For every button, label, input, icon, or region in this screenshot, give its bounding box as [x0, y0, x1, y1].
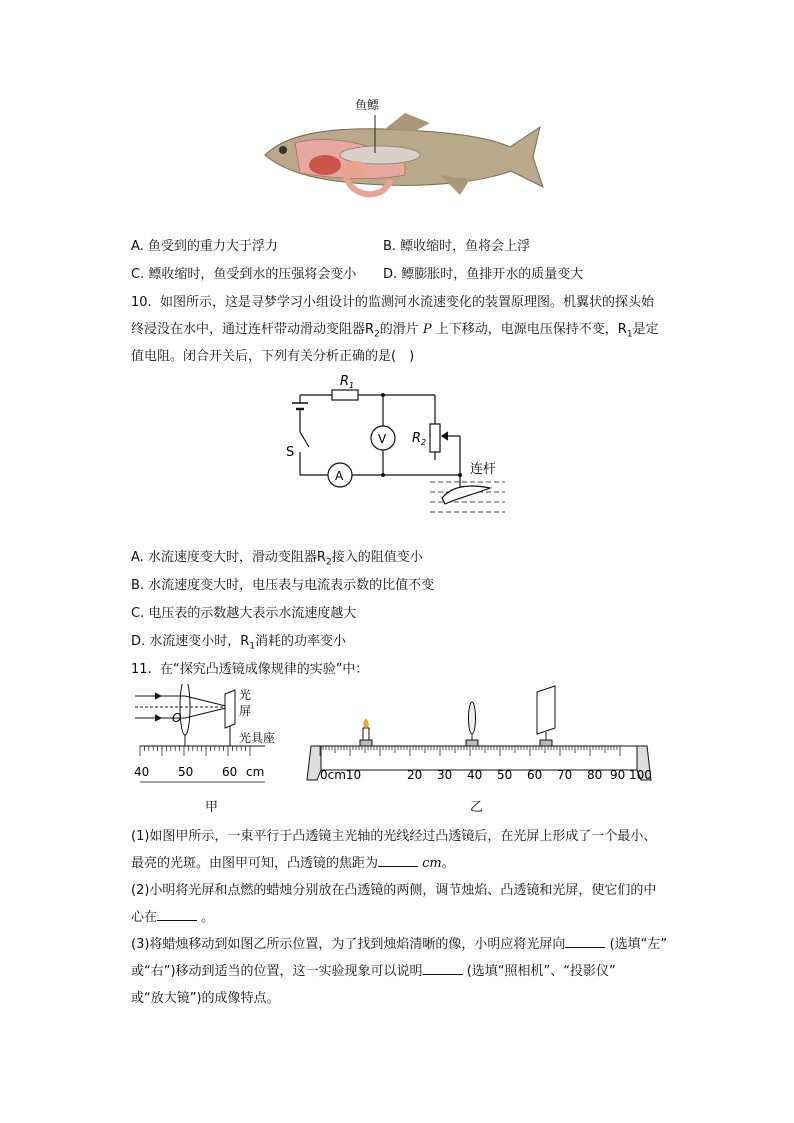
q9-option-d[interactable]: D. 鳔膨胀时，鱼排开水的质量变大 [383, 267, 584, 282]
q10-number: 10. [131, 295, 152, 310]
q10-option-a-text: A. 水流速度变大时，滑动变阻器R [131, 550, 326, 565]
q11-sub3-line1 [131, 933, 667, 952]
light-screen [225, 690, 235, 728]
screen-label-2: 屏 [239, 704, 252, 718]
q11-sub2-blank[interactable] [157, 908, 197, 921]
q10-option-d-text2: 消耗的功率变小 [255, 634, 347, 649]
q10-stem-text2d: 是定 [632, 322, 659, 337]
q11-sub3-line2 [131, 960, 616, 979]
q10-option-d-text: D. 水流速变小时，R [131, 634, 250, 649]
q11-sub3-text1b: (选填“左” [609, 937, 668, 952]
q11-sub1-line1: (1)如图甲所示，一束平行于凸透镜主光轴的光线经过凸透镜后，在光屏上形成了一个最小、 [131, 829, 657, 844]
q11-number: 11. [131, 662, 152, 677]
yi-tick-0: 0cm10 [320, 768, 362, 782]
q11-sub3-text2b: (选填“照相机”、“投影仪” [466, 964, 616, 979]
q10-option-b[interactable]: B. 水流速度变大时，电压表与电流表示数的比值不变 [131, 578, 435, 593]
q11-sub3-text1: (3)将蜡烛移动到如图乙所示位置，为了找到烛焰清晰的像，小明应将光屏向 [131, 937, 566, 952]
yi-tick-50: 50 [497, 768, 513, 782]
q11-sub3-blank1[interactable] [565, 935, 605, 948]
q11-sub3-blank2[interactable] [423, 962, 463, 975]
q11-sub1-end: 。 [441, 856, 455, 871]
jia-ruler-ticks [140, 746, 250, 756]
q11-sub1-line2 [131, 852, 455, 871]
fish-illustration [255, 95, 545, 210]
r2-rheostat [430, 424, 440, 452]
voltmeter-label: V [378, 432, 387, 446]
yi-tick-80: 80 [587, 768, 603, 782]
q11-sub2-line1: (2)小明将光屏和点燃的蜡烛分别放在凸透镜的两侧，调节烛焰、凸透镜和光屏，使它们的中 [131, 883, 657, 898]
q11-sub1-text: 最亮的光斑。由图甲可知，凸透镜的焦距为 [131, 856, 379, 871]
switch-lever [300, 432, 309, 447]
q9-option-a[interactable]: A. 鱼受到的重力大于浮力 [131, 239, 278, 254]
q10-stem-sub2: 1 [626, 329, 633, 340]
q9-option-c[interactable]: C. 鳔收缩时，鱼受到水的压强将会变小 [131, 267, 357, 282]
r2-label: $R_2$ [412, 431, 427, 447]
q9-option-b[interactable]: B. 鳔收缩时，鱼将会上浮 [383, 239, 531, 254]
jia-tick-50: 50 [178, 765, 194, 779]
jia-tick-unit: cm [246, 765, 265, 779]
yi-tick-30: 30 [437, 768, 453, 782]
q10-stem-text2b: 的滑片 [379, 322, 423, 337]
q10-option-d-sub: 1 [249, 641, 256, 652]
q10-stem-sub: 2 [374, 329, 380, 340]
q10-stem-line2 [131, 318, 659, 340]
q11-sub2-end: 。 [201, 910, 215, 925]
r1-label: $R_1$ [340, 374, 355, 390]
q10-stem-text2a: 终浸没在水中，通过连杆带动滑动变阻器R [131, 322, 375, 337]
q10-stem-line3: 值电阻。闭合开关后，下列有关分析正确的是( ) [131, 349, 415, 364]
yi-tick-90: 90 [610, 768, 626, 782]
q10-option-a-sub: 2 [325, 557, 332, 568]
q11-stem-text: 在“探究凸透镜成像规律的实验”中： [159, 662, 369, 677]
yi-tick-20: 20 [407, 768, 423, 782]
q11-sub2-line2 [131, 906, 214, 925]
fig-yi-label: 乙 [470, 800, 484, 815]
jia-tick-60: 60 [222, 765, 238, 779]
rod-label: 连杆 [470, 462, 497, 477]
q10-option-a-text2: 接入的阻值变小 [331, 550, 423, 565]
q11-sub1-unit: cm [422, 856, 442, 871]
q11-sub2-text: 心在 [131, 910, 158, 925]
convex-lens [180, 684, 190, 735]
yi-tick-100: 100 [629, 768, 652, 782]
fish-bladder-label: 鱼鳔 [355, 98, 380, 112]
yi-tick-40: 40 [467, 768, 483, 782]
ammeter-label: A [335, 469, 344, 483]
fig-jia [130, 684, 290, 784]
fig-yi [305, 684, 655, 784]
q10-option-d[interactable] [131, 630, 346, 652]
r1-resistor [332, 390, 358, 400]
yi-light-screen [537, 686, 555, 734]
q10-option-c[interactable]: C. 电压表的示数越大表示水流速度越大 [131, 606, 357, 621]
q10-stem-line1 [131, 291, 654, 310]
bench-label: 光具座 [239, 731, 276, 745]
yi-tick-60: 60 [527, 768, 543, 782]
yi-convex-lens [469, 702, 476, 734]
q10-circuit-diagram [280, 370, 520, 525]
wing-probe [442, 486, 490, 504]
q10-option-a[interactable] [131, 546, 423, 568]
fig-jia-label: 甲 [205, 800, 219, 815]
q10-stem-text2c: 上下移动，电源电压保持不变，R [431, 322, 627, 337]
q10-stem-p: P [422, 322, 432, 337]
q11-sub3-text2: 或“右”)移动到适当的位置，这一实验现象可以说明 [131, 964, 423, 979]
lens-origin-label: O [172, 711, 182, 725]
q11-sub3-line3: 或“放大镜”)的成像特点。 [131, 991, 280, 1006]
q11-stem [131, 658, 368, 677]
candle-flame [364, 719, 369, 728]
screen-label-1: 光 [239, 688, 252, 702]
q10-stem-text1: 如图所示，这是寻梦学习小组设计的监测河水流速变化的装置原理图。机翼状的探头始 [159, 295, 654, 310]
jia-tick-40: 40 [134, 765, 150, 779]
fish-figure [255, 95, 545, 210]
q11-sub1-blank[interactable] [378, 854, 418, 867]
switch-label: S [286, 445, 295, 460]
yi-tick-70: 70 [557, 768, 573, 782]
